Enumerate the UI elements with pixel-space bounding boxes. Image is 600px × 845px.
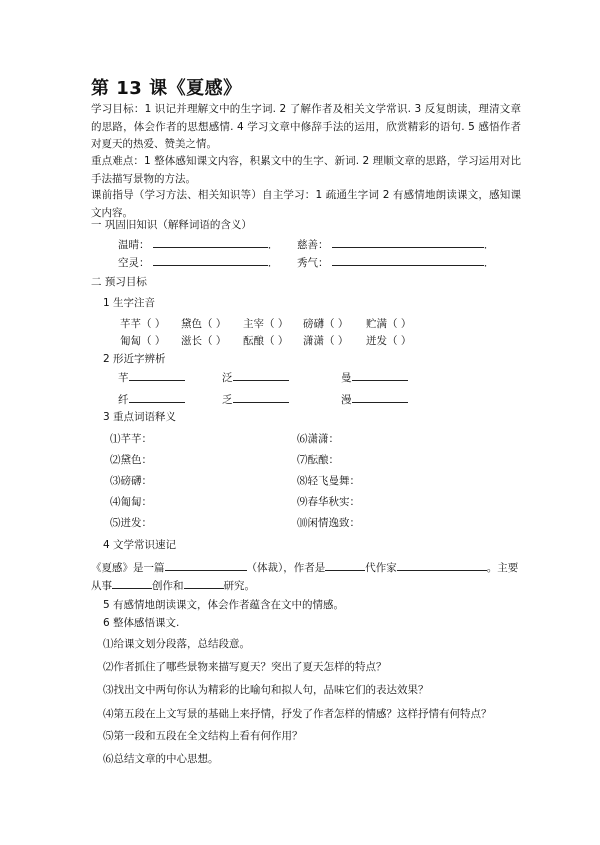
char-label: 漫 [341, 394, 352, 406]
answer-blank[interactable] [129, 369, 185, 381]
pinyin-heading: 1 生字注音 [103, 297, 156, 309]
similar-chars-heading: 2 形近字辨析 [103, 353, 166, 365]
vocab-item: ⑻轻飞曼舞： [297, 475, 360, 487]
similar-char-item [118, 369, 185, 385]
similar-char-item [222, 369, 289, 385]
item5-text: 5 有感情地朗读课文，体会作者蕴含在文中的情感。 [103, 599, 345, 611]
vocab-item: ⑹潇潇： [297, 433, 339, 445]
pinyin-item: 主宰（ ） [243, 318, 289, 330]
similar-char-item [341, 369, 408, 385]
char-label: 乏 [222, 394, 233, 406]
field-blank[interactable] [184, 577, 224, 589]
pinyin-item: 芊芊（ ） [120, 318, 166, 330]
pinyin-item: 磅礴（ ） [303, 318, 349, 330]
word-row: 空灵： ． [118, 254, 278, 270]
row-end-mark: ． [483, 239, 495, 251]
pinyin-item: 滋长（ ） [181, 335, 227, 347]
literature-line-2 [91, 577, 255, 593]
text-fragment: 研究。 [223, 580, 255, 592]
vocab-item: ⑸迸发： [110, 517, 152, 529]
similar-char-item [118, 391, 185, 407]
key-difficulties: 重点难点：1 整体感知课文内容，积累文中的生字、新词. 2 理顺文章的思路，学习运用对比手法描写景物的方法。 [91, 155, 521, 185]
answer-blank[interactable] [352, 391, 408, 403]
item6-heading: 6 整体感悟课文. [103, 617, 180, 629]
answer-blank[interactable] [332, 236, 484, 248]
text-fragment: 创作和 [152, 580, 184, 592]
word-row: 温晴： ． [118, 236, 278, 252]
question-item: ⑴给课文划分段落，总结段意。 [103, 638, 250, 650]
pinyin-item: 匍匐（ ） [120, 335, 166, 347]
vocab-item: ⑽闲情逸致： [297, 517, 360, 529]
field-blank[interactable] [112, 577, 152, 589]
section2-heading: 二 预习目标 [91, 276, 147, 288]
question-item: ⑶找出文中两句你认为精彩的比喻句和拟人句，品味它们的表达效果？ [103, 684, 429, 696]
word-label: 温晴： [118, 239, 150, 251]
word-row [297, 236, 494, 252]
char-label: 曼 [341, 372, 352, 384]
vocab-item: ⑷匍匐： [110, 496, 152, 508]
vocab-item: ⑵黛色： [110, 454, 152, 466]
learning-objectives: 学习目标：1 识记并理解文中的生字词. 2 了解作者及相关文学常识. 3 反复朗读，理清文章的思路，体会作者的思想感情. 4 学习文章中修辞手法的运用，欣赏精彩的语句. 5 感悟作者对夏天的热爱、赞美之情。 [91, 103, 521, 150]
vocab-item: ⑺酝酿： [297, 454, 339, 466]
char-label: 纤 [118, 394, 129, 406]
pre-class-guidance: 课前指导（学习方法、相关知识等）自主学习：1 疏通生字词 2 有感情地朗读课文，感知课文内容。 [91, 189, 521, 219]
similar-char-item [341, 391, 408, 407]
literature-heading: 4 文学常识速记 [103, 539, 177, 551]
section1-heading: 一 巩固旧知识（解释词语的含义） [91, 219, 252, 231]
answer-blank[interactable] [233, 391, 289, 403]
answer-blank[interactable] [153, 236, 268, 248]
vocab-item: ⑼春华秋实： [297, 496, 360, 508]
text-fragment: 《夏感》是一篇 [91, 562, 165, 574]
answer-blank[interactable] [129, 391, 185, 403]
char-label: 泛 [222, 372, 233, 384]
text-fragment: 代作家 [365, 562, 397, 574]
vocab-heading: 3 重点词语释义 [103, 411, 177, 423]
question-item: ⑷第五段在上文写景的基础上来抒情，抒发了作者怎样的情感？这样抒情有何特点？ [103, 708, 492, 720]
page-title: 第 13 课《夏感》 [91, 78, 242, 99]
answer-blank[interactable] [233, 369, 289, 381]
pinyin-item: 贮满（ ） [366, 318, 412, 330]
similar-char-item [222, 391, 289, 407]
question-item: ⑵作者抓住了哪些景物来描写夏天？突出了夏天怎样的特点？ [103, 661, 387, 673]
text-fragment: （体裁），作者是 [246, 562, 326, 574]
question-item: ⑸第一段和五段在全文结构上看有何作用？ [103, 730, 303, 742]
answer-blank[interactable] [352, 369, 408, 381]
pinyin-item: 酝酿（ ） [243, 335, 289, 347]
genre-blank[interactable] [165, 559, 247, 571]
pinyin-item: 潇潇（ ） [303, 335, 349, 347]
word-label: 秀气： [297, 257, 329, 269]
word-label: 慈善： [297, 239, 329, 251]
pinyin-item: 黛色（ ） [181, 318, 227, 330]
vocab-item: ⑶磅礴： [110, 475, 152, 487]
writer-blank[interactable] [397, 559, 487, 571]
word-row: 秀气： ． [297, 254, 494, 270]
word-label: 空灵： [118, 257, 150, 269]
text-fragment: 从事 [91, 580, 112, 592]
literature-line-1 [91, 559, 518, 575]
vocab-item: ⑴芊芊： [110, 433, 152, 445]
text-fragment: 。主要 [486, 562, 519, 574]
author-blank[interactable] [325, 559, 365, 571]
char-label: 芊 [118, 372, 129, 384]
answer-blank[interactable] [153, 254, 268, 266]
answer-blank[interactable] [332, 254, 484, 266]
question-item: ⑹总结文章的中心思想。 [103, 753, 219, 765]
pinyin-item: 迸发（ ） [366, 335, 412, 347]
